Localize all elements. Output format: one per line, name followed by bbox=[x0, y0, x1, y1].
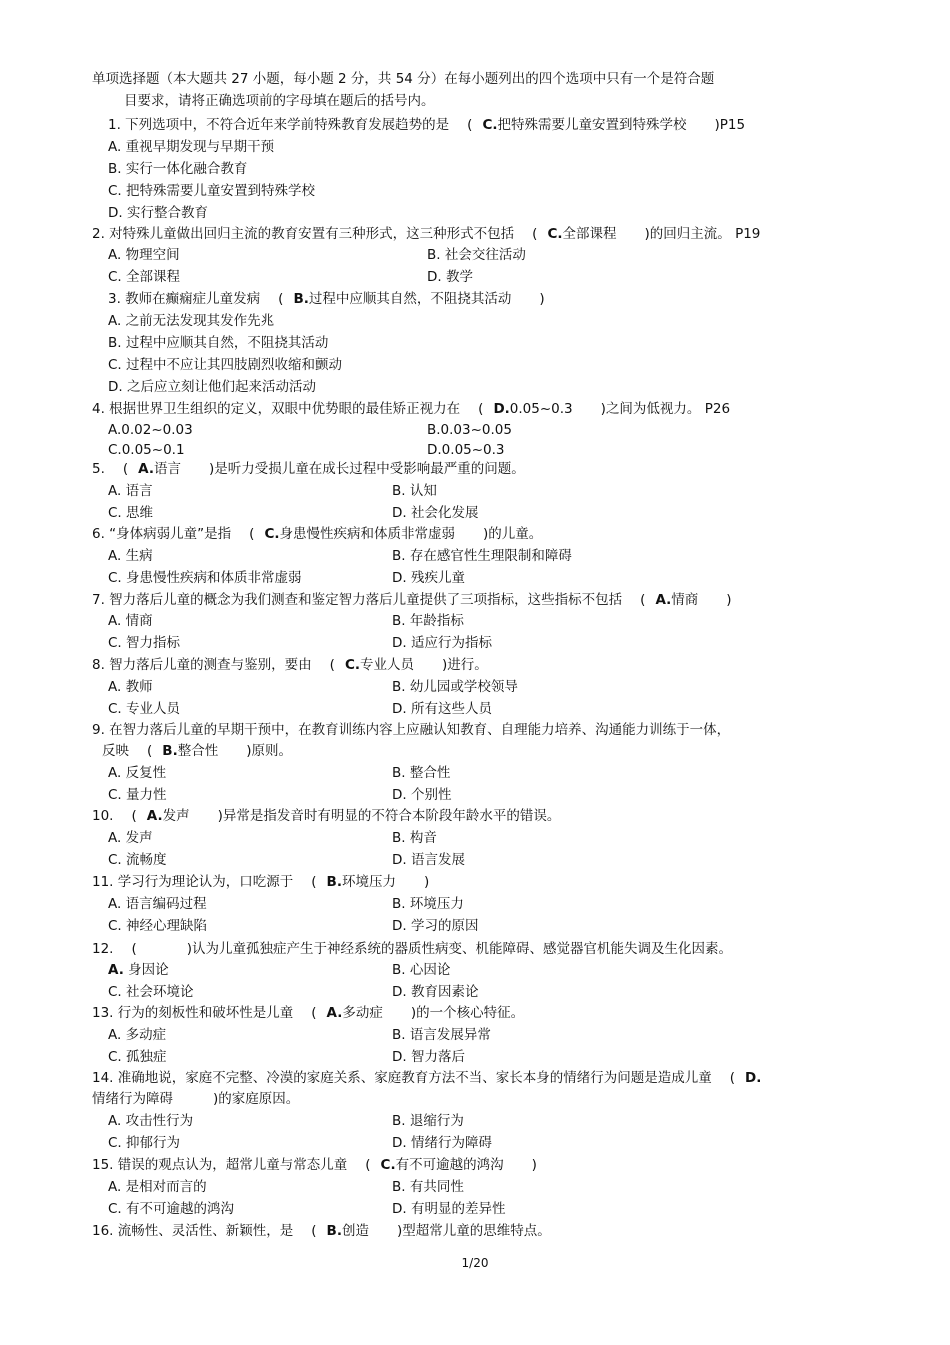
option-c: C. 流畅度 bbox=[108, 852, 167, 868]
stem-text-after: 认为儿童孤独症产生于神经系统的器质性病变、机能障碍、感觉器官机能失调及生化因素。 bbox=[192, 941, 733, 957]
answer-paren-open: ( bbox=[311, 1223, 317, 1239]
stem-text-after: 的儿童。 bbox=[488, 526, 543, 542]
option-c: C. 孤独症 bbox=[108, 1049, 167, 1065]
answer-text: 全部课程 bbox=[562, 226, 617, 242]
answer-paren-close: ) bbox=[396, 1223, 403, 1239]
option-d: D. 实行整合教育 bbox=[108, 205, 208, 221]
answer-paren-open: ( bbox=[147, 743, 153, 759]
option-a: A.0.02~0.03 bbox=[108, 422, 193, 438]
stem-text-after: 的回归主流。 P19 bbox=[649, 226, 761, 242]
stem-text-after: 进行。 bbox=[447, 657, 488, 673]
instructions-text-1: 单项选择题（本大题共 27 小题，每小题 2 分，共 54 分）在每小题列出的四个选项中只有一个是符合题 bbox=[92, 71, 715, 87]
option-d: D. 有明显的差异性 bbox=[392, 1201, 506, 1217]
answer-letter: A. bbox=[326, 1005, 343, 1021]
answer-text: 多动症 bbox=[342, 1005, 383, 1021]
question-stem bbox=[92, 525, 542, 543]
answer-paren-open: ( bbox=[311, 1005, 317, 1021]
option-b: B. 语言发展异常 bbox=[392, 1027, 491, 1043]
option-b: B. 整合性 bbox=[392, 765, 451, 781]
option-b: B. 有共同性 bbox=[392, 1179, 464, 1195]
option-c: C. 量力性 bbox=[108, 787, 167, 803]
answer-text: 创造 bbox=[341, 1223, 369, 1239]
option-a: A. 攻击性行为 bbox=[108, 1113, 194, 1129]
stem-text-after: 的家庭原因。 bbox=[218, 1091, 300, 1107]
option-c: C. 神经心理缺陷 bbox=[108, 918, 208, 934]
stem-text: 9. 在智力落后儿童的早期干预中，在教育训练内容上应融认知教育、自理能力培养、沟通能力训练于一体， bbox=[92, 722, 731, 738]
answer-paren-close: ) bbox=[246, 743, 252, 759]
question-stem bbox=[92, 1222, 551, 1240]
answer-letter: B. bbox=[326, 874, 342, 890]
question-stem bbox=[92, 940, 732, 958]
option-d: D. 个别性 bbox=[392, 787, 452, 803]
answer-text: 环境压力 bbox=[341, 874, 396, 890]
option-b: B. 认知 bbox=[392, 483, 437, 499]
answer-letter: A. bbox=[138, 461, 154, 477]
stem-text: 3. 教师在癫痫症儿童发病 bbox=[108, 291, 261, 307]
option-c: C. 把特殊需要儿童安置到特殊学校 bbox=[108, 183, 316, 199]
option-a: A. 多动症 bbox=[108, 1027, 167, 1043]
answer-letter: C. bbox=[264, 526, 280, 542]
question-stem bbox=[92, 225, 760, 243]
option-d: D. 智力落后 bbox=[392, 1049, 465, 1065]
answer-text: 身患慢性疾病和体质非常虚弱 bbox=[279, 526, 455, 542]
stem-text: 16. 流畅性、灵活性、新颖性，是 bbox=[92, 1223, 294, 1239]
question-stem bbox=[92, 1069, 761, 1087]
question-stem bbox=[92, 400, 730, 418]
option-b: B. 幼儿园或学校领导 bbox=[392, 679, 518, 695]
answer-letter: C. bbox=[344, 657, 360, 673]
answer-letter: A. bbox=[655, 592, 672, 608]
question-stem bbox=[92, 591, 732, 609]
answer-letter: C. bbox=[482, 117, 498, 133]
option-b: B. 社会交往活动 bbox=[427, 247, 526, 263]
stem-text-after: 原则。 bbox=[251, 743, 292, 759]
question-stem bbox=[108, 116, 745, 134]
answer-text: 情商 bbox=[671, 592, 699, 608]
instructions-text-2: 目要求，请将正确选项前的字母填在题后的括号内。 bbox=[124, 93, 435, 109]
option-b: B. 存在感官性生理限制和障碍 bbox=[392, 548, 572, 564]
answer-paren-close: ) bbox=[714, 117, 720, 133]
answer-letter: B. bbox=[293, 291, 309, 307]
answer-paren-close: ) bbox=[217, 808, 223, 824]
option-d: D. 情绪行为障碍 bbox=[392, 1135, 492, 1151]
stem-text: 2. 对特殊儿童做出回归主流的教育安置有三种形式，这三种形式不包括 bbox=[92, 226, 515, 242]
answer-paren-open: ( bbox=[131, 941, 137, 957]
answer-paren-close: ) bbox=[539, 291, 545, 307]
question-stem bbox=[92, 807, 560, 825]
option-c: C. 思维 bbox=[108, 505, 154, 521]
answer-paren-open: ( bbox=[729, 1070, 736, 1086]
stem-text: 14. 准确地说，家庭不完整、冷漠的家庭关系、家庭教育方法不当、家长本身的情绪行为问题是造成儿童 bbox=[92, 1070, 712, 1086]
option-a: A. 反复性 bbox=[108, 765, 167, 781]
answer-paren-open: ( bbox=[122, 461, 129, 477]
question-stem bbox=[102, 742, 292, 760]
option-a: A. 物理空间 bbox=[108, 247, 180, 263]
answer-paren-close: ) bbox=[483, 526, 489, 542]
answer-paren-open: ( bbox=[278, 291, 284, 307]
answer-paren-open: ( bbox=[249, 526, 255, 542]
option-d: D. 语言发展 bbox=[392, 852, 465, 868]
option-b: B. 环境压力 bbox=[392, 896, 464, 912]
option-c: C. 身患慢性疾病和体质非常虚弱 bbox=[108, 570, 302, 586]
answer-text: 发声 bbox=[162, 808, 190, 824]
question-stem bbox=[92, 721, 730, 739]
answer-letter: B. bbox=[162, 743, 178, 759]
option-d: D. 所有这些人员 bbox=[392, 701, 492, 717]
option-d: D. 适应行为指标 bbox=[392, 635, 492, 651]
stem-text: 5. bbox=[92, 461, 105, 477]
answer-paren-open: ( bbox=[532, 226, 538, 242]
answer-letter: B. bbox=[326, 1223, 342, 1239]
stem-text: 反映 bbox=[102, 743, 129, 759]
option-c: C. 过程中不应让其四肢剧烈收缩和颤动 bbox=[108, 357, 343, 373]
answer-text: 把特殊需要儿童安置到特殊学校 bbox=[497, 117, 687, 133]
option-a: A. 情商 bbox=[108, 613, 153, 629]
option-text: 身因论 bbox=[123, 962, 169, 978]
option-d: D.0.05~0.3 bbox=[427, 442, 505, 458]
option-a: A. 发声 bbox=[108, 830, 153, 846]
answer-text: 情绪行为障碍 bbox=[92, 1091, 173, 1107]
option-c: C. 智力指标 bbox=[108, 635, 181, 651]
question-stem bbox=[92, 1090, 299, 1108]
stem-text: 8. 智力落后儿童的测查与鉴别，要由 bbox=[92, 657, 312, 673]
option-d: D. 社会化发展 bbox=[392, 505, 479, 521]
option-b: B. 过程中应顺其自然，不阻挠其活动 bbox=[108, 335, 329, 351]
option-c: C.0.05~0.1 bbox=[108, 442, 185, 458]
answer-paren-open: ( bbox=[311, 874, 317, 890]
option-b: B. 退缩行为 bbox=[392, 1113, 464, 1129]
page-number: 1/20 bbox=[461, 1256, 489, 1270]
answer-text: 0.05~0.3 bbox=[509, 401, 573, 417]
answer-paren-close: ) bbox=[726, 592, 732, 608]
stem-text: 11. 学习行为理论认为，口吃源于 bbox=[92, 874, 294, 890]
answer-letter: C. bbox=[380, 1157, 396, 1173]
option-a: A. 之前无法发现其发作先兆 bbox=[108, 313, 275, 329]
answer-letter: D. bbox=[493, 401, 510, 417]
answer-paren-open: ( bbox=[131, 808, 137, 824]
instructions-line-1 bbox=[92, 70, 714, 88]
option-a: A. 是相对而言的 bbox=[108, 1179, 207, 1195]
question-stem bbox=[108, 290, 545, 308]
answer-letter: C. bbox=[547, 226, 563, 242]
instructions-line-2 bbox=[124, 92, 435, 110]
option-d: D. 之后应立刻让他们起来活动活动 bbox=[108, 379, 316, 395]
answer-paren-open: ( bbox=[478, 401, 484, 417]
stem-text-after: 是听力受损儿童在成长过程中受影响最严重的问题。 bbox=[214, 461, 525, 477]
answer-paren-close: ) bbox=[600, 401, 606, 417]
option-c: C. 全部课程 bbox=[108, 269, 181, 285]
option-a: A. 语言编码过程 bbox=[108, 896, 207, 912]
stem-text: 6. “身体病弱儿童”是指 bbox=[92, 526, 232, 542]
option-b: B. 年龄指标 bbox=[392, 613, 464, 629]
option-b: B. 实行一体化融合教育 bbox=[108, 161, 248, 177]
stem-text-after: P15 bbox=[719, 117, 746, 133]
stem-text-after: 之间为低视力。 P26 bbox=[605, 401, 731, 417]
option-d: D. 教育因素论 bbox=[392, 984, 479, 1000]
answer-paren-close: ) bbox=[209, 461, 215, 477]
answer-text: 专业人员 bbox=[360, 657, 414, 673]
option-b: B.0.03~0.05 bbox=[427, 422, 512, 438]
stem-text: 10. bbox=[92, 808, 114, 824]
answer-paren-close: ) bbox=[644, 226, 650, 242]
option-c: C. 专业人员 bbox=[108, 701, 181, 717]
stem-text: 12. bbox=[92, 941, 114, 957]
option-c: C. 抑郁行为 bbox=[108, 1135, 181, 1151]
option-a: A. 教师 bbox=[108, 679, 153, 695]
answer-text: 语言 bbox=[154, 461, 181, 477]
answer-paren-open: ( bbox=[329, 657, 335, 673]
stem-text-after: 的一个核心特征。 bbox=[416, 1005, 525, 1021]
answer-paren-open: ( bbox=[467, 117, 473, 133]
answer-text: 整合性 bbox=[177, 743, 219, 759]
stem-text-after: 异常是指发音时有明显的不符合本阶段年龄水平的错误。 bbox=[222, 808, 561, 824]
answer-letter: D. bbox=[745, 1070, 762, 1086]
option-a: A. 语言 bbox=[108, 483, 153, 499]
answer-paren-open: ( bbox=[640, 592, 646, 608]
question-stem bbox=[92, 1156, 537, 1174]
option-c: C. 社会环境论 bbox=[108, 984, 194, 1000]
answer-paren-close: ) bbox=[186, 941, 193, 957]
option-d: D. 教学 bbox=[427, 269, 473, 285]
option-a bbox=[108, 961, 169, 979]
option-a: A. 生病 bbox=[108, 548, 153, 564]
answer-paren-close: ) bbox=[423, 874, 430, 890]
answer-paren-close: ) bbox=[410, 1005, 417, 1021]
answer-text: 有不可逾越的鸿沟 bbox=[395, 1157, 504, 1173]
option-a: A. 重视早期发现与早期干预 bbox=[108, 139, 275, 155]
answer-letter: A. bbox=[146, 808, 163, 824]
stem-text: 4. 根据世界卫生组织的定义，双眼中优势眼的最佳矫正视力在 bbox=[92, 401, 461, 417]
question-stem bbox=[92, 460, 525, 478]
stem-text: 1. 下列选项中，不符合近年来学前特殊教育发展趋势的是 bbox=[108, 117, 450, 133]
answer-text: 过程中应顺其自然，不阻挠其活动 bbox=[308, 291, 512, 307]
stem-text: 13. 行为的刻板性和破坏性是儿童 bbox=[92, 1005, 294, 1021]
stem-text-after: 型超常儿童的思维特点。 bbox=[402, 1223, 551, 1239]
answer-paren-close: ) bbox=[531, 1157, 537, 1173]
option-d: D. 学习的原因 bbox=[392, 918, 479, 934]
option-b: B. 心因论 bbox=[392, 962, 451, 978]
stem-text: 7. 智力落后儿童的概念为我们测查和鉴定智力落后儿童提供了三项指标，这些指标不包括 bbox=[92, 592, 623, 608]
answer-paren-close: ) bbox=[442, 657, 448, 673]
option-d: D. 残疾儿童 bbox=[392, 570, 465, 586]
option-b: B. 构音 bbox=[392, 830, 437, 846]
question-stem bbox=[92, 1004, 524, 1022]
option-c: C. 有不可逾越的鸿沟 bbox=[108, 1201, 235, 1217]
answer-paren-open: ( bbox=[365, 1157, 371, 1173]
stem-text: 15. 错误的观点认为，超常儿童与常态儿童 bbox=[92, 1157, 348, 1173]
question-stem bbox=[92, 656, 488, 674]
question-stem bbox=[92, 873, 429, 891]
answer-paren-close: ) bbox=[213, 1091, 219, 1107]
option-letter: A. bbox=[108, 962, 124, 978]
